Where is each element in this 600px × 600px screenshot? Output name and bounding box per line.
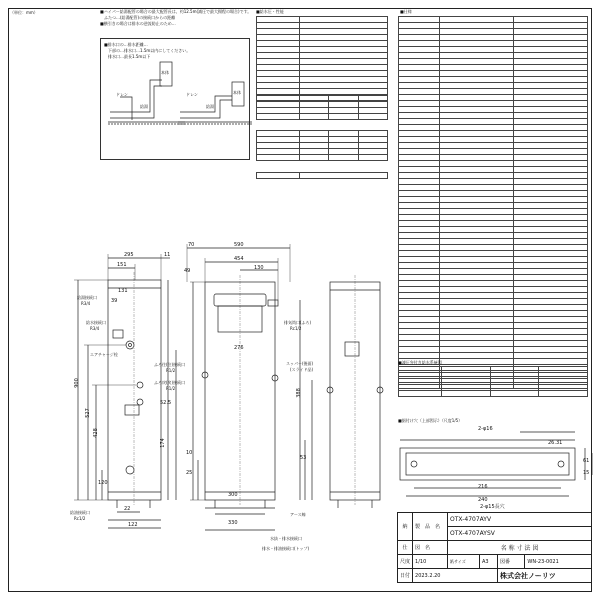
unit-note: （単位：mm） [10,10,38,15]
dim-454: 454 [234,256,244,262]
note-line-1: ■ハイパー給湯配管の場合の最大配管長は、約12.5m(減圧で最大揚程の場合)です。 [100,9,252,14]
label-oil-inlet: 給油接続口 [70,510,90,515]
tb-product-label: 製 品 名 [413,513,448,541]
label-unit-left: 本体 [161,70,169,75]
dim-240: 240 [478,497,488,503]
note-box-2: 下部の…排水口…1.5m以内にしてください。 [108,48,191,53]
dim-10: 10 [186,450,193,456]
note-line-2: ふたつ…(給湯配管)の接続口からの距離 [104,15,176,20]
tb-drawing-name: 名 称 寸 法 図 [448,541,592,555]
dim-22: 22 [124,506,131,512]
tb-product-1: OTX-4707AYV [448,513,592,527]
tb-drawing-label: 図 名 [413,541,448,555]
label-drain-left: ドレン [116,92,128,97]
label-water-inlet: 給水接続口 [86,320,106,325]
tb-col-3: 仕 [398,541,413,555]
tb-scale-label: 尺度 [398,555,413,569]
dim-276: 276 [234,345,244,351]
dim-53: 53 [300,455,307,461]
label-hot-outlet: 給湯接続口 [77,295,97,300]
note-box-1: ■排水口の…排水距離… [104,42,148,47]
tb-date: 2023.2.20 [413,569,498,583]
note-line-3: ■横引きの場合は排水の逆流防止のため… [100,21,176,26]
label-air-purge: エアチャージ栓 [90,352,118,357]
label-earth: アース線 [290,512,306,517]
dim-2631: 26.31 [548,440,563,446]
label-reheat-out-size: R1/2 [166,386,176,391]
label-oil-inlet-size: Rc1/2 [74,516,86,521]
dim-120: 120 [98,480,108,486]
dim-300: 300 [228,492,238,498]
tb-company: 株式会社ノーリツ [497,569,591,583]
label-reheat-in-size: R1/2 [166,368,176,373]
dim-216: 216 [478,484,488,490]
dim-2415: 2-φ15長穴 [480,504,505,510]
label-drain-right: ドレン [186,92,198,97]
tb-col-1: 納 [398,513,413,541]
dim-151: 151 [117,262,127,268]
label-reheat-out: ふろ戻(戻)接続口 [154,380,186,385]
title-block [397,512,592,583]
label-slide2: (スライド品) [290,367,314,372]
label-water-inlet-size: R3/4 [90,326,100,331]
dim-122: 122 [128,522,138,528]
tb-size: A3 [480,555,498,569]
dim-h900: 900 [73,378,80,388]
dim-130: 130 [254,265,264,271]
dim-15: 15 [583,470,590,476]
dim-61: 61 [583,458,590,464]
tb-size-label: 紙サイズ [448,555,480,569]
dim-388: 388 [295,388,302,398]
tb-doc-no: WN-23-0021 [525,555,592,569]
label-hotwater-right: 給湯 [206,104,214,109]
tb-date-label: 日付 [398,569,413,583]
water-table-title: ■減圧弁付き給水系統図 [398,360,442,365]
label-slide: スッパー(後面) [286,361,314,366]
plan-title: ■据付け穴（上部図示）（尺度1/5） [398,418,463,423]
spec-title-right: ■仕様 [400,9,412,14]
dim-246: 2-φ16 [478,426,493,432]
dim-h428: 428 [92,428,99,438]
note-box-3: 排水口…最長1.5m以下 [108,54,151,59]
dim-52-5: 52.5 [160,400,172,406]
tb-scale: 1/10 [413,555,448,569]
label-hotwater-left: 給湯 [140,104,148,109]
dim-h527: 527 [84,408,91,418]
dim-25: 25 [186,470,193,476]
label-unit-right: 本体 [233,90,241,95]
tb-product-2: OTX-4707AYSV [448,527,592,541]
dim-front-side: 11 [164,252,171,258]
dim-330: 330 [228,520,238,526]
label-hot-outlet-size: R3/4 [81,301,91,306]
label-top-note: 排気筒口(ふろ) [284,320,312,325]
label-drain-valve3: 排水・排油接続口(トップ) [262,546,310,551]
label-drain-valve2: 水抜・排水接続口 [270,536,302,541]
dim-49: 49 [184,268,191,274]
dim-70: 70 [188,242,195,248]
label-top-size: Rc1/2 [290,326,302,331]
dim-590: 590 [234,242,244,248]
dim-h174: 174 [159,438,166,448]
dim-39: 39 [111,298,118,304]
tb-doc-label: 図番 [497,555,524,569]
dim-131: 131 [118,288,128,294]
dim-front-width: 295 [124,252,134,258]
label-reheat-in: ふろ往(往)接続口 [154,362,186,367]
spec-title-left: ■給水圧・性能 [256,9,284,14]
